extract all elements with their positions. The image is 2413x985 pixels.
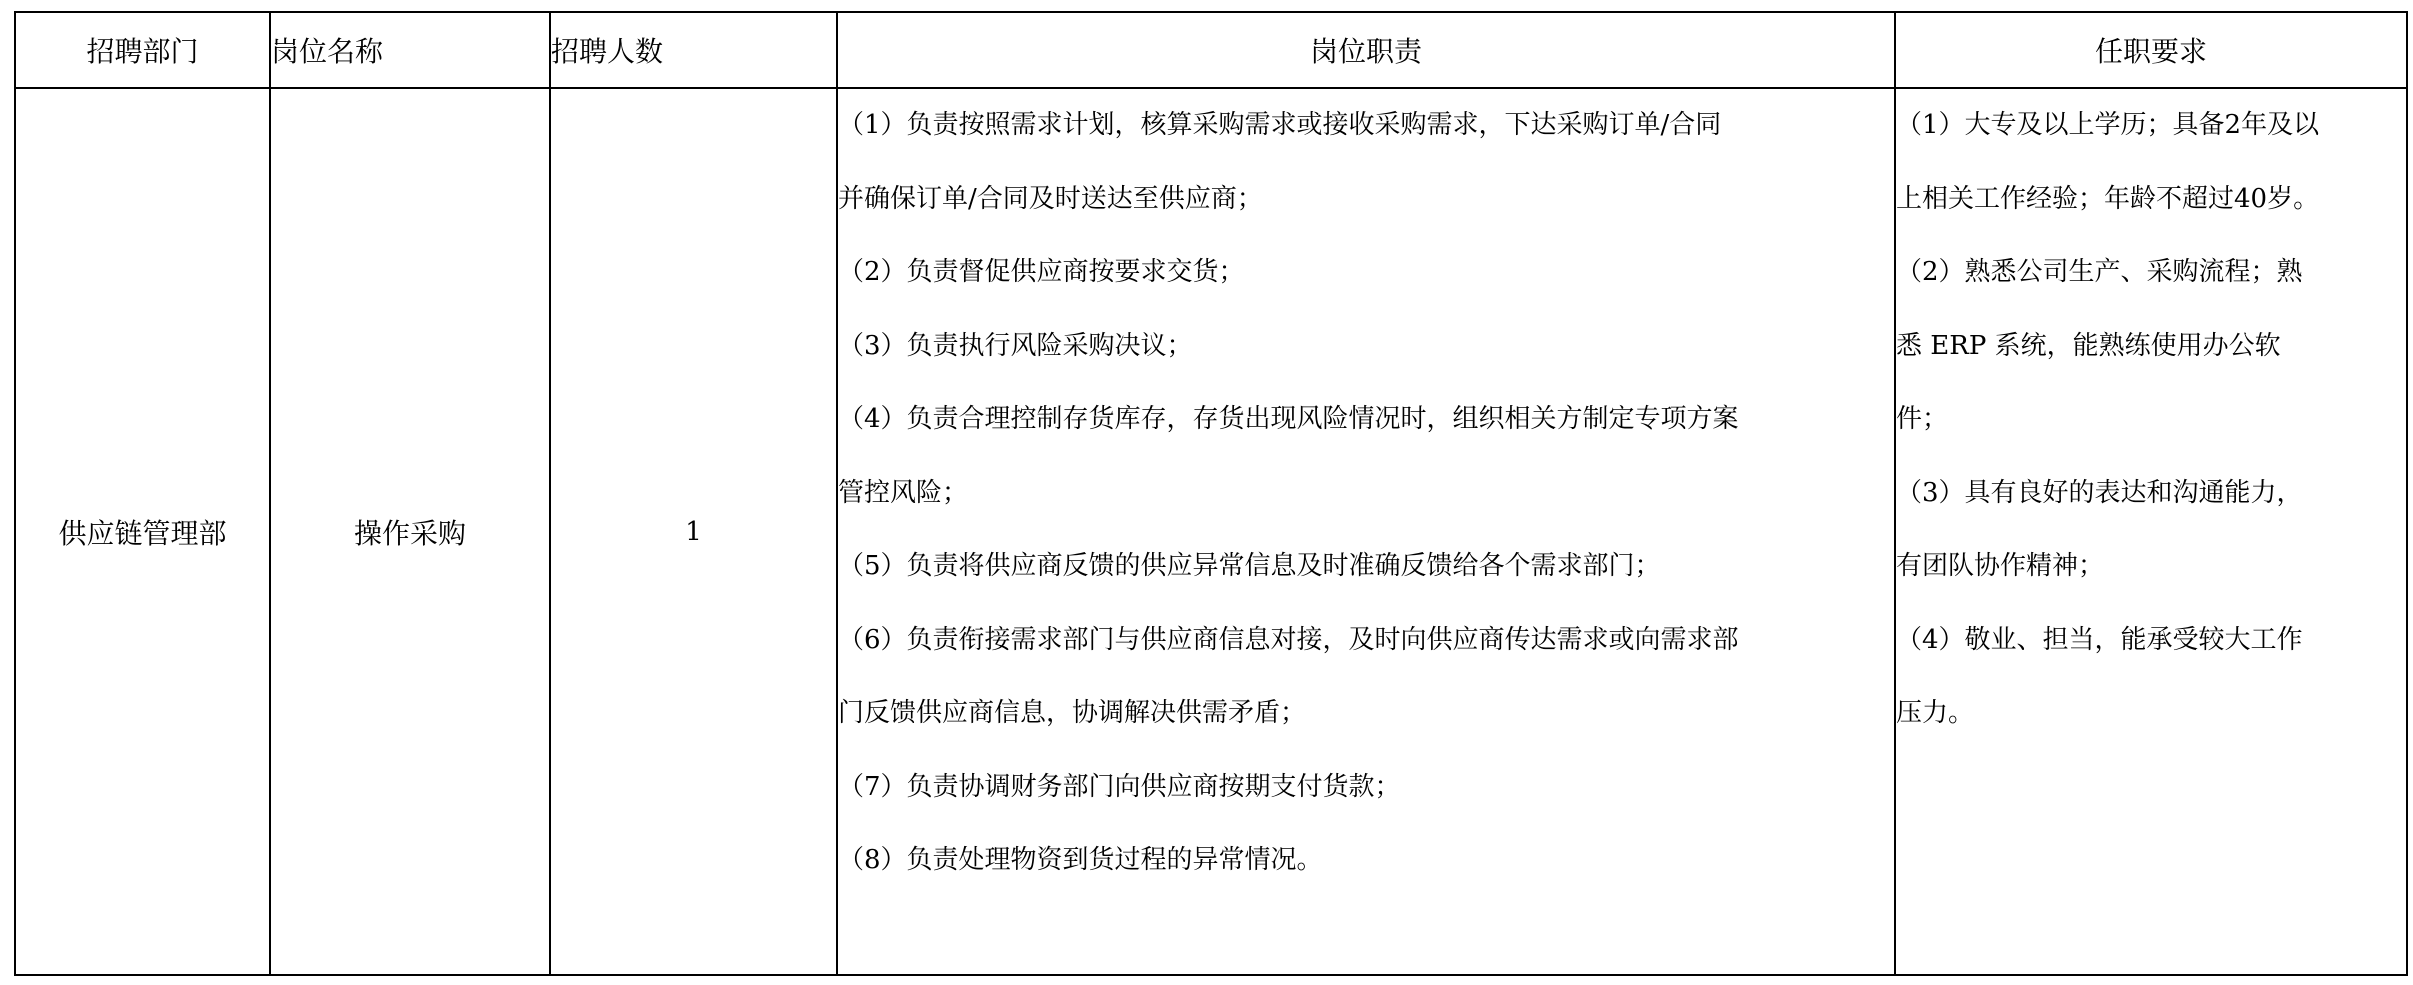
- requirement-line: （3）具有良好的表达和沟通能力，: [1896, 477, 2303, 508]
- table-row: [15, 88, 2407, 975]
- header-department: 招聘部门: [15, 12, 270, 88]
- header-duties: 岗位职责: [837, 12, 1895, 88]
- header-row: [15, 12, 2407, 88]
- requirement-line: 上相关工作经验；年龄不超过40岁。: [1896, 183, 2320, 214]
- requirement-line: 压力。: [1896, 698, 1975, 728]
- requirements-cell: [1895, 88, 2407, 975]
- requirement-line: （4）敬业、担当，能承受较大工作: [1896, 624, 2303, 655]
- position-cell: 操作采购: [270, 88, 550, 975]
- requirement-line: 有团队协作精神；: [1896, 551, 2105, 581]
- recruitment-table: [14, 11, 2408, 976]
- headcount-cell: 1: [550, 88, 837, 975]
- duty-line: 管控风险；: [838, 477, 969, 508]
- duty-line: （7）负责协调财务部门向供应商按期支付货款；: [838, 771, 1401, 802]
- requirement-line: 悉 ERP 系统，能熟练使用办公软: [1896, 330, 2281, 361]
- duty-line: （4）负责合理控制存货库存，存货出现风险情况时，组织相关方制定专项方案: [838, 404, 1739, 434]
- duty-line: （3）负责执行风险采购决议；: [838, 330, 1193, 361]
- duty-line: （2）负责督促供应商按要求交货；: [838, 257, 1245, 287]
- duty-line: （5）负责将供应商反馈的供应异常信息及时准确反馈给各个需求部门；: [838, 551, 1661, 581]
- requirement-line: 件；: [1896, 404, 1949, 434]
- duty-line: （1）负责按照需求计划，核算采购需求或接收采购需求，下达采购订单/合同: [838, 110, 1722, 140]
- duty-line: 门反馈供应商信息，协调解决供需矛盾；: [838, 698, 1307, 728]
- requirement-line: （2）熟悉公司生产、采购流程；熟: [1896, 257, 2303, 287]
- requirement-line: （1）大专及以上学历；具备2年及以: [1896, 110, 2320, 140]
- duties-cell: [837, 88, 1895, 975]
- duty-line: 并确保订单/合同及时送达至供应商；: [838, 183, 1263, 214]
- header-position: 岗位名称: [270, 12, 550, 88]
- department-cell: 供应链管理部: [15, 88, 270, 975]
- header-requirements: 任职要求: [1895, 12, 2407, 88]
- header-headcount: 招聘人数: [550, 12, 837, 88]
- duty-line: （6）负责衔接需求部门与供应商信息对接，及时向供应商传达需求或向需求部: [838, 624, 1739, 655]
- duty-line: （8）负责处理物资到货过程的异常情况。: [838, 845, 1323, 875]
